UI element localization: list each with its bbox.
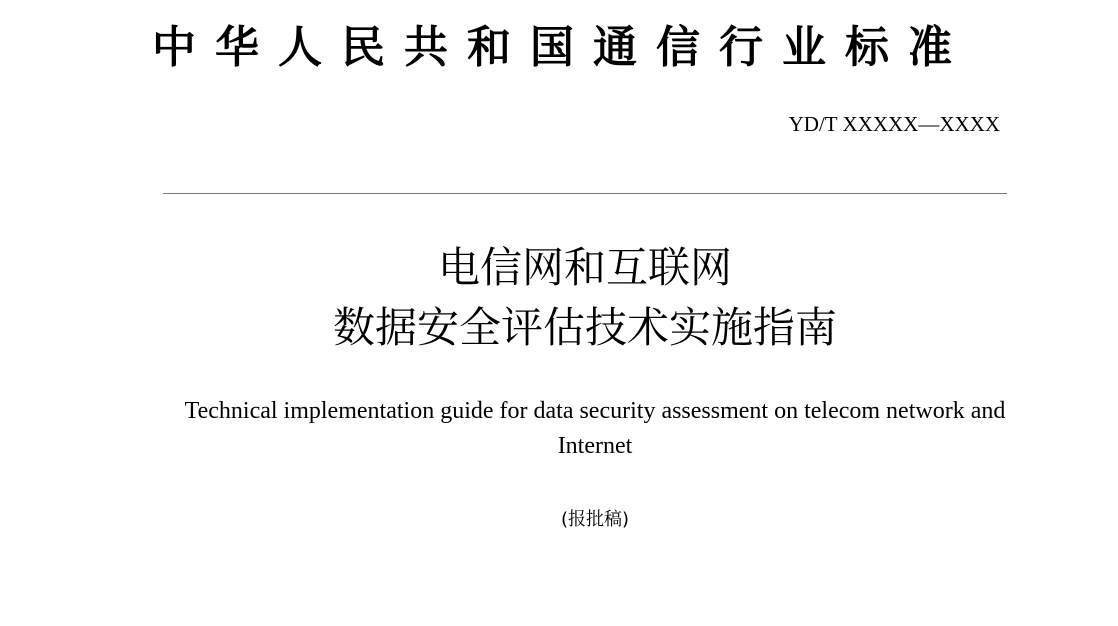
chinese-title-line-1: 电信网和互联网	[437, 243, 732, 292]
chinese-title	[163, 238, 1007, 358]
draft-status-label: (报批稿)	[560, 509, 630, 530]
chinese-title-line-2: 数据安全评估技术实施指南	[332, 303, 837, 352]
header-divider	[163, 193, 1007, 194]
english-title: Technical implementation guide for data security assessment on telecom network and Internet	[184, 398, 1006, 459]
standard-category-header: 中华人民共和国通信行业标准	[152, 22, 971, 73]
standard-number: YD/T XXXXX—XXXX	[788, 112, 1000, 136]
